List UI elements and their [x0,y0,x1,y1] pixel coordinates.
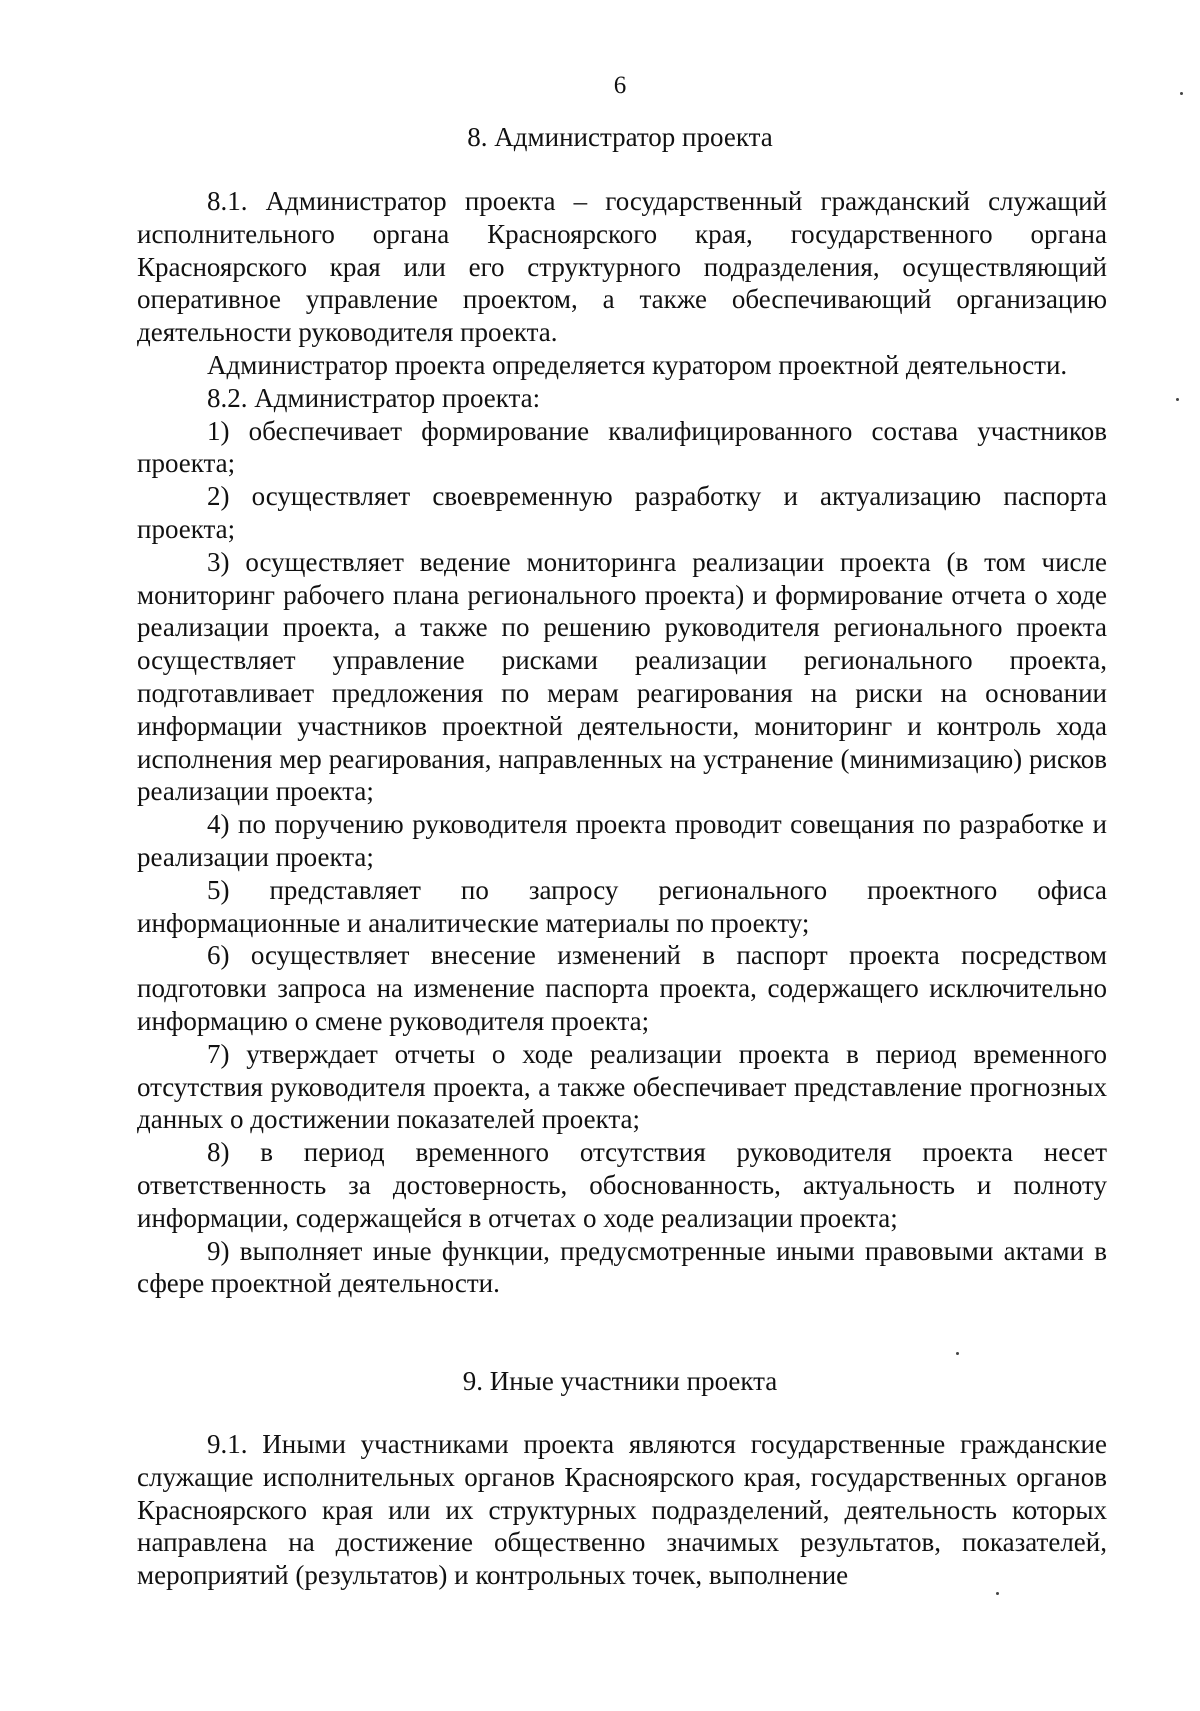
scan-speck [996,1592,999,1595]
list-item: 4) по поручению руководителя проекта проводит совещания по разработке и реализации проекта; [137,809,1107,872]
list-item: 8) в период временного отсутствия руководителя проекта несет ответственность за достоверность, обоснованность, актуальность и полноту информации, содержащейся в отчетах о ходе реализации проекта; [137,1137,1107,1233]
list-item: 2) осуществляет своевременную разработку и актуализацию паспорта проекта; [137,481,1107,544]
paragraph: 8.2. Администратор проекта: [207,382,541,413]
scan-speck [1176,398,1179,401]
list-item: 9) выполняет иные функции, предусмотренные иными правовыми актами в сфере проектной деятельности. [137,1235,1107,1299]
paragraph: 8.1. Администратор проекта – государственный гражданский служащий исполнительного органа Красноярского края, государственного органа Красноярского края или его структурного подразделения, осуществляющий оперативное управление проектом, а также обеспечивающий организацию деятельности руководителя проекта. [137,186,1107,348]
list-item: 5) представляет по запросу регионального проектного офиса информационные и аналитические материалы по проекту; [137,874,1107,938]
scan-speck [1180,92,1183,95]
scan-speck [956,1352,959,1355]
section-8-body [137,185,1107,1300]
section-8-heading: 8. Администратор проекта [467,122,773,152]
paragraph: 9.1. Иными участниками проекта являются государственные гражданские служащие исполнительных органов Красноярского края, государственных органов Красноярского края или их структурных подразделений, деятельность которых направлена на достижение общественно значимых результатов, показателей, мероприятий (результатов) и контрольных точек, выполнение [137,1429,1107,1591]
list-item: 1) обеспечивает формирование квалифицированного состава участников проекта; [137,415,1107,479]
section-9-heading: 9. Иные участники проекта [462,1366,778,1396]
list-item: 7) утверждает отчеты о ходе реализации проекта в период временного отсутствия руководителя проекта, а также обеспечивает представление прогнозных данных о достижении показателей проекта; [137,1038,1107,1135]
list-item: 3) осуществляет ведение мониторинга реализации проекта (в том числе мониторинг рабочего плана регионального проекта) и формирование отчета о ходе реализации проекта, а также по решению руководителя регионального проекта осуществляет управление рисками реализации регионального проекта, подготавливает предложения по мерам реагирования на риски на основании информации участников проектной деятельности, мониторинг и контроль хода исполнения мер реагирования, направленных на устранение (минимизацию) рисков реализации проекта; [137,546,1107,807]
list-item: 6) осуществляет внесение изменений в паспорт проекта посредством подготовки запроса на изменение паспорта проекта, содержащего исключительно информацию о смене руководителя проекта; [137,940,1107,1036]
page-number: 6 [613,72,627,99]
section-9-body [137,1428,1107,1592]
paragraph: Администратор проекта определяется куратором проектной деятельности. [207,349,1068,380]
